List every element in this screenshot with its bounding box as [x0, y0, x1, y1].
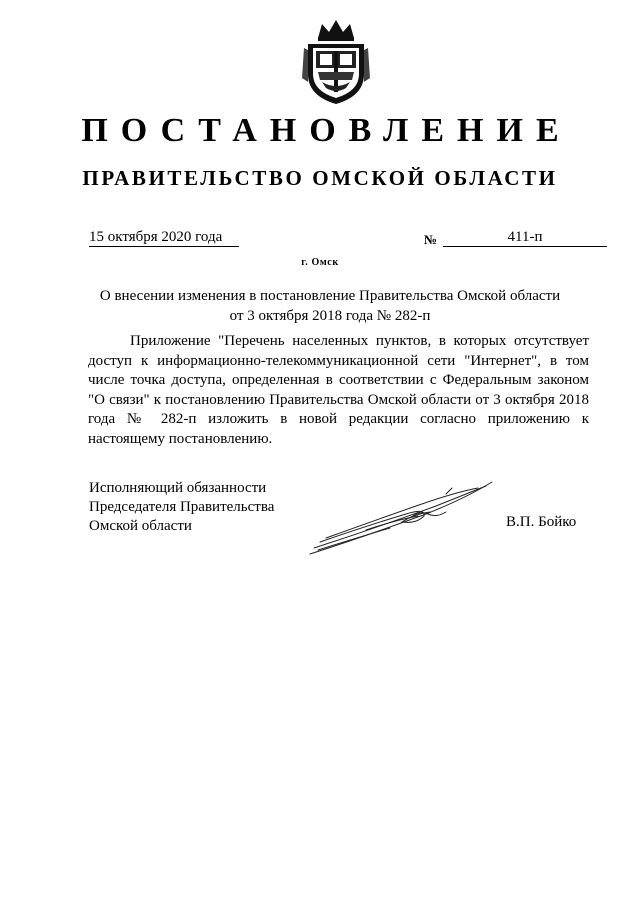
handwritten-signature [306, 476, 496, 558]
document-date: 15 октября 2020 года [89, 229, 239, 247]
city-label: г. Омск [301, 257, 339, 268]
subject-line-1: О внесении изменения в постановление Правительства Омской области [99, 288, 561, 304]
signer-name: В.П. Бойко [506, 514, 577, 530]
issuing-authority: ПРАВИТЕЛЬСТВО ОМСКОЙ ОБЛАСТИ [82, 166, 558, 190]
signer-title-line: Омской области [89, 518, 192, 534]
body-paragraph: Приложение "Перечень населенных пунктов, в которых отсутствует доступ к информационно-телекоммуникационной сети "Интернет", в том числе точка доступа, определенная в соответствии с Федеральным законом "О связи" к постановлению Правительства Омской области от 3 октября 2018 года № 282-п изложить в новой редакции согласно приложению к настоящему постановлению. [88, 333, 589, 447]
signer-title-line: Исполняющий обязанности [89, 480, 267, 496]
number-sign: № [424, 232, 438, 247]
signer-title [89, 479, 274, 536]
document-subject [80, 286, 580, 326]
document-type-title: ПОСТАНОВЛЕНИЕ [81, 112, 572, 149]
omsk-coat-of-arms-icon [296, 18, 376, 106]
document-number: 411-п [443, 229, 607, 247]
subject-line-2: от 3 октября 2018 года № 282-п [229, 308, 431, 324]
signer-title-line: Председателя Правительства [89, 499, 275, 515]
